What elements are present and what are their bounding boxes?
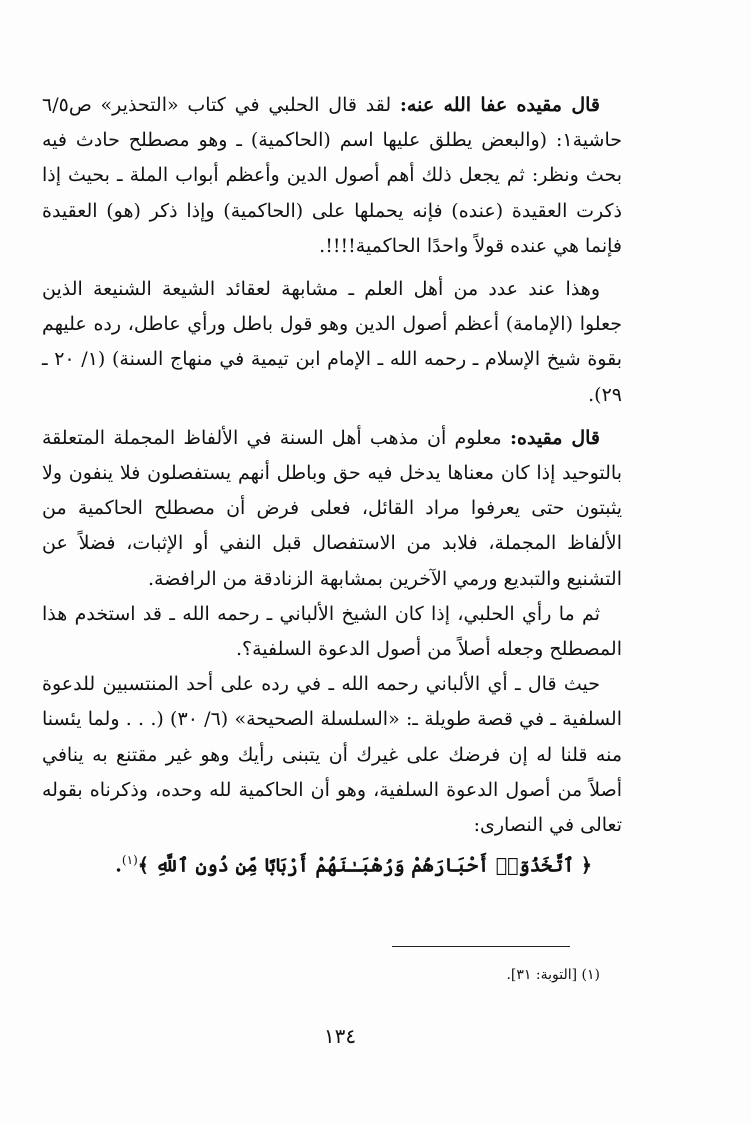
paragraph-5 <box>42 667 622 843</box>
paragraph-4-text: ثم ما رأي الحلبي، إذا كان الشيخ الألباني ـ رحمه الله ـ قد استخدم هذا المصطلح وجعله أصلاً من أصول الدعوة السلفية؟. <box>42 602 622 661</box>
paragraph-1-text: لقد قال الحلبي في كتاب «التحذير» ص٦/٥ حاشية١: (والبعض يطلق عليها اسم (الحاكمية) ـ وهو مصطلح حادث فيه بحث ونظر: ثم يجعل ذلك أهم أصول الدين وأعظم أبواب الملة ـ بحيث إذا ذكرت العقيدة (عنده) فإنه يحملها على (الحاكمية) وإذا ذكر (هو) العقيدة فإنما هي عنده قولاً واحدًا الحاكمية!!!!. <box>42 94 622 257</box>
footnote-text: (١) [التوبة: ٣١]. <box>506 967 600 983</box>
paragraph-3-lead: قال مقيده: <box>510 426 600 449</box>
paragraph-2-text: وهذا عند عدد من أهل العلم ـ مشابهة لعقائد الشيعة الشنيعة الذين جعلوا (الإمامة) أعظم أصول الدين وهو قول باطل ورأي عاطل، رده عليهم بقوة شيخ الإسلام ـ رحمه الله ـ الإمام ابن تيمية في منهاج السنة) (١/ ٢٠ ـ ٢٩). <box>42 278 622 406</box>
paragraph-3-text: معلوم أن مذهب أهل السنة في الألفاظ المجملة المتعلقة بالتوحيد إذا كان معناها يدخل فيه حق وباطل أنهم يستفصلون فلا ينفون ولا يثبتون حتى يعرفوا مراد القائل، فعلى فرض أن مصطلح الحاكمية من الألفاظ المجملة، فلابد من الاستفصال قبل النفي أو الإثبات، فضلاً عن التشنيع والتبديع ورمي الآخرين بمشابهة الزنادقة من الرافضة. <box>42 426 622 590</box>
verse-end: . <box>115 854 122 877</box>
page-number: ١٣٤ <box>323 1024 357 1048</box>
footnote-divider <box>392 946 570 947</box>
body-text <box>42 88 622 884</box>
footnote-marker: (١) <box>121 853 138 868</box>
quran-verse <box>42 843 622 884</box>
footnote <box>400 967 600 983</box>
verse-text: ﴿ ٱتَّخَذُوٓا۟ أَحْبَارَهُمْ وَرُهْبَـٰنَهُمْ أَرْبَابًا مِّن دُونِ ٱللَّهِ ﴾ <box>137 854 592 877</box>
paragraph-3 <box>42 421 622 597</box>
paragraph-1 <box>42 88 622 264</box>
paragraph-5-text: حيث قال ـ أي الألباني رحمه الله ـ في رده على أحد المنتسبين للدعوة السلفية ـ في قصة طويلة ـ: «السلسلة الصحيحة» (٦/ ٣٠) (. . . ولما يئسنا منه قلنا له إن فرضك على غيرك أن يتبنى رأيك وهو غير مقتنع به ينافي أصلاً من أصول الدعوة السلفية، وهو أن الحاكمية لله وحده، وذكرناه بقوله تعالى في النصارى: <box>42 673 623 837</box>
paragraph-2 <box>42 272 622 413</box>
paragraph-1-lead: قال مقيده عفا الله عنه: <box>399 94 600 116</box>
paragraph-4 <box>42 597 622 667</box>
